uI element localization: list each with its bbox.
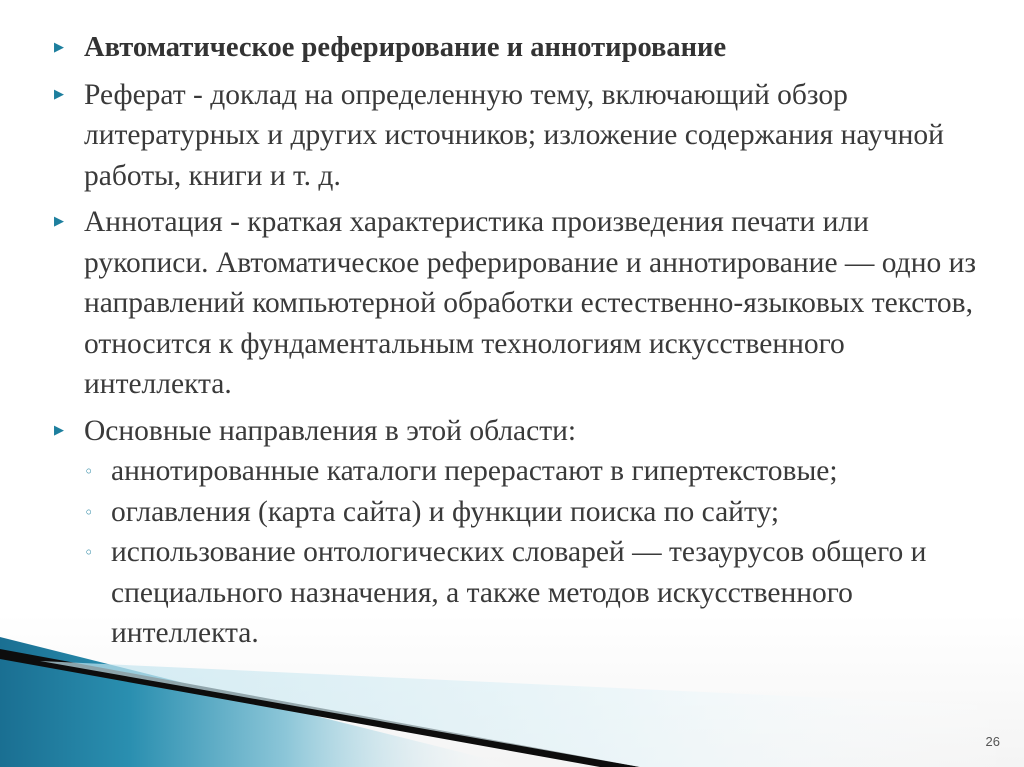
sub-bullet-text: аннотированные каталоги перерастают в гипертекстовые; bbox=[111, 455, 838, 487]
bullet-item bbox=[52, 202, 982, 405]
sub-bullet-item bbox=[52, 451, 982, 492]
arrow-bullet-icon: ▶ bbox=[54, 86, 64, 102]
sub-bullet-item bbox=[52, 492, 982, 533]
page-number: 26 bbox=[985, 734, 1000, 749]
bullet-item bbox=[52, 75, 982, 197]
sub-bullet-text: оглавления (карта сайта) и функции поиска по сайту; bbox=[111, 495, 780, 528]
bullet-item bbox=[52, 28, 982, 69]
sub-bullet-item bbox=[52, 532, 982, 654]
arrow-bullet-icon: ▶ bbox=[54, 214, 64, 229]
bullet-text: Реферат - доклад на определенную тему, включающий обзор литературных и других источников; изложение содержания научной работы, книги и т. д. bbox=[84, 78, 944, 192]
arrow-bullet-icon: ▶ bbox=[54, 40, 64, 55]
circle-bullet-icon: ◦ bbox=[84, 462, 94, 481]
bullet-text: Автоматическое реферирование и аннотирование bbox=[84, 32, 727, 63]
bullet-text: Аннотация - краткая характеристика произведения печати или рукописи. Автоматическое реферирование и аннотирование — одно из направлений компьютерной обработки естественно-языковых текстов, относится к фундаментальным технологиям искусственного интеллекта. bbox=[84, 206, 977, 400]
circle-bullet-icon: ◦ bbox=[84, 543, 94, 562]
decorative-swoosh bbox=[0, 637, 1024, 767]
bullet-text: Основные направления в этой области: bbox=[84, 414, 577, 447]
sub-bullet-text: использование онтологических словарей — тезаурусов общего и специального назначения, а также методов искусственного интеллекта. bbox=[111, 536, 927, 649]
bullet-item bbox=[52, 411, 982, 452]
slide-content bbox=[52, 28, 982, 654]
circle-bullet-icon: ◦ bbox=[84, 502, 94, 522]
arrow-bullet-icon: ▶ bbox=[54, 422, 64, 438]
